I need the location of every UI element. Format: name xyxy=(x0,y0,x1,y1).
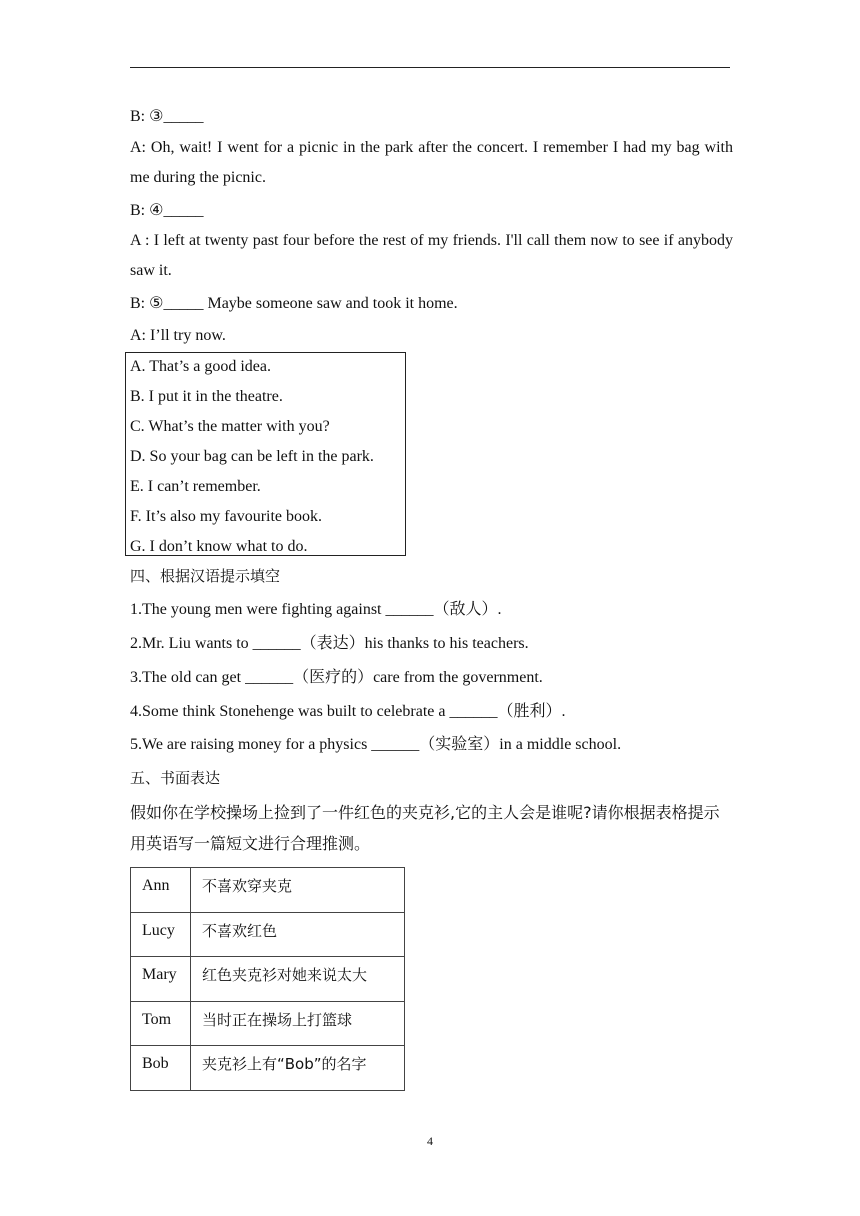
table-cell-clue: 夹克衫上有“Bob”的名字 xyxy=(191,1046,405,1091)
table-cell-name: Lucy xyxy=(131,912,191,957)
dialogue-line-b3: B: ③_____ xyxy=(130,108,204,125)
option-e: E. I can’t remember. xyxy=(130,478,261,495)
fill-item-4: 4.Some think Stonehenge was built to celebrate a ______（胜利）. xyxy=(130,703,566,720)
table-cell-name: Tom xyxy=(131,1001,191,1046)
dialogue-line-b5: B: ⑤_____ Maybe someone saw and took it home. xyxy=(130,295,458,312)
table-row xyxy=(131,1001,405,1046)
option-c: C. What’s the matter with you? xyxy=(130,418,330,435)
option-d: D. So your bag can be left in the park. xyxy=(130,448,374,465)
table-cell-name: Mary xyxy=(131,957,191,1002)
fill-item-2: 2.Mr. Liu wants to ______（表达）his thanks to his teachers. xyxy=(130,635,529,652)
table-cell-clue: 不喜欢红色 xyxy=(191,912,405,957)
fill-item-5: 5.We are raising money for a physics ______（实验室）in a middle school. xyxy=(130,736,622,753)
option-b: B. I put it in the theatre. xyxy=(130,388,283,405)
section5-heading: 五、书面表达 xyxy=(130,769,221,787)
table-row xyxy=(131,1046,405,1091)
fill-item-1: 1.The young men were fighting against ______（敌人）. xyxy=(130,601,502,618)
dialogue-line-a-left: A : I left at twenty past four before the rest of my friends. I'll call them now to see if anybody saw it. xyxy=(130,232,733,279)
page-number: 4 xyxy=(427,1134,433,1148)
section4-heading: 四、根据汉语提示填空 xyxy=(130,567,281,585)
header-rule xyxy=(130,67,730,68)
dialogue-line-a-try: A: I’ll try now. xyxy=(130,327,226,344)
table-cell-name: Ann xyxy=(131,868,191,913)
option-g: G. I don’t know what to do. xyxy=(130,538,308,555)
clue-table xyxy=(130,867,405,1091)
table-cell-name: Bob xyxy=(131,1046,191,1091)
dialogue-line-b4: B: ④_____ xyxy=(130,202,204,219)
options-box xyxy=(125,352,406,556)
table-cell-clue: 红色夹克衫对她来说太大 xyxy=(191,957,405,1002)
option-f: F. It’s also my favourite book. xyxy=(130,508,323,525)
writing-prompt: 假如你在学校操场上捡到了一件红色的夹克衫,它的主人会是谁呢?请你根据表格提示用英语写一篇短文进行合理推测。 xyxy=(130,803,720,853)
table-row xyxy=(131,912,405,957)
option-a: A. That’s a good idea. xyxy=(130,358,272,375)
table-row xyxy=(131,868,405,913)
table-cell-clue: 不喜欢穿夹克 xyxy=(191,868,405,913)
dialogue-line-a-picnic: A: Oh, wait! I went for a picnic in the park after the concert. I remember I had my bag with me during the picnic. xyxy=(130,139,733,186)
table-cell-clue: 当时正在操场上打篮球 xyxy=(191,1001,405,1046)
table-row xyxy=(131,957,405,1002)
fill-item-3: 3.The old can get ______（医疗的）care from the government. xyxy=(130,669,543,686)
